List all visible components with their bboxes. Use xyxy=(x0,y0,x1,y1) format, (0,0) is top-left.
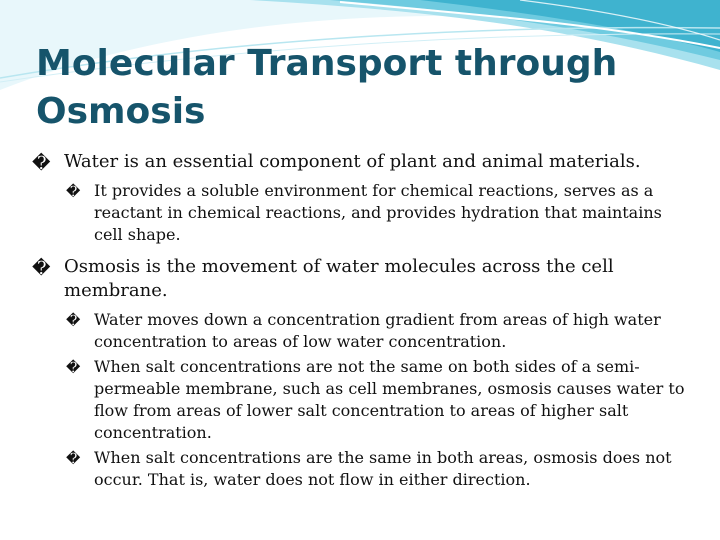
sub-bullet-item xyxy=(30,180,690,246)
sub-bullet-text: Water moves down a concentration gradient from areas of high water concentration to areas of low water concentration. xyxy=(94,310,661,351)
bullet-marker-icon: � xyxy=(66,313,81,329)
bullet-item xyxy=(30,255,690,303)
bullet-item xyxy=(30,150,690,174)
bullet-marker-icon: � xyxy=(66,360,81,376)
sub-bullet-text: It provides a soluble environment for chemical reactions, serves as a reactant in chemical reactions, and provides hydration that maintains cell shape. xyxy=(94,181,662,244)
bullet-marker-icon: � xyxy=(66,451,81,467)
bullet-marker-icon: � xyxy=(32,258,51,279)
sub-bullet-text: When salt concentrations are not the same on both sides of a semi-permeable membrane, such as cell membranes, osmosis causes water to flow from areas of lower salt concentration to areas of higher salt concentration. xyxy=(94,357,685,442)
bullet-text: Osmosis is the movement of water molecules across the cell membrane. xyxy=(64,256,614,301)
bullet-marker-icon: � xyxy=(32,153,51,174)
sub-bullet-item xyxy=(30,356,690,444)
sub-bullet-text: When salt concentrations are the same in both areas, osmosis does not occur. That is, water does not flow in either direction. xyxy=(94,448,672,489)
slide-title: Molecular Transport through Osmosis xyxy=(36,43,618,132)
sub-bullet-item xyxy=(30,309,690,353)
sub-bullet-item xyxy=(30,447,690,491)
bullet-text: Water is an essential component of plant and animal materials. xyxy=(64,151,641,172)
bullet-marker-icon: � xyxy=(66,184,81,200)
slide-body xyxy=(30,150,690,494)
